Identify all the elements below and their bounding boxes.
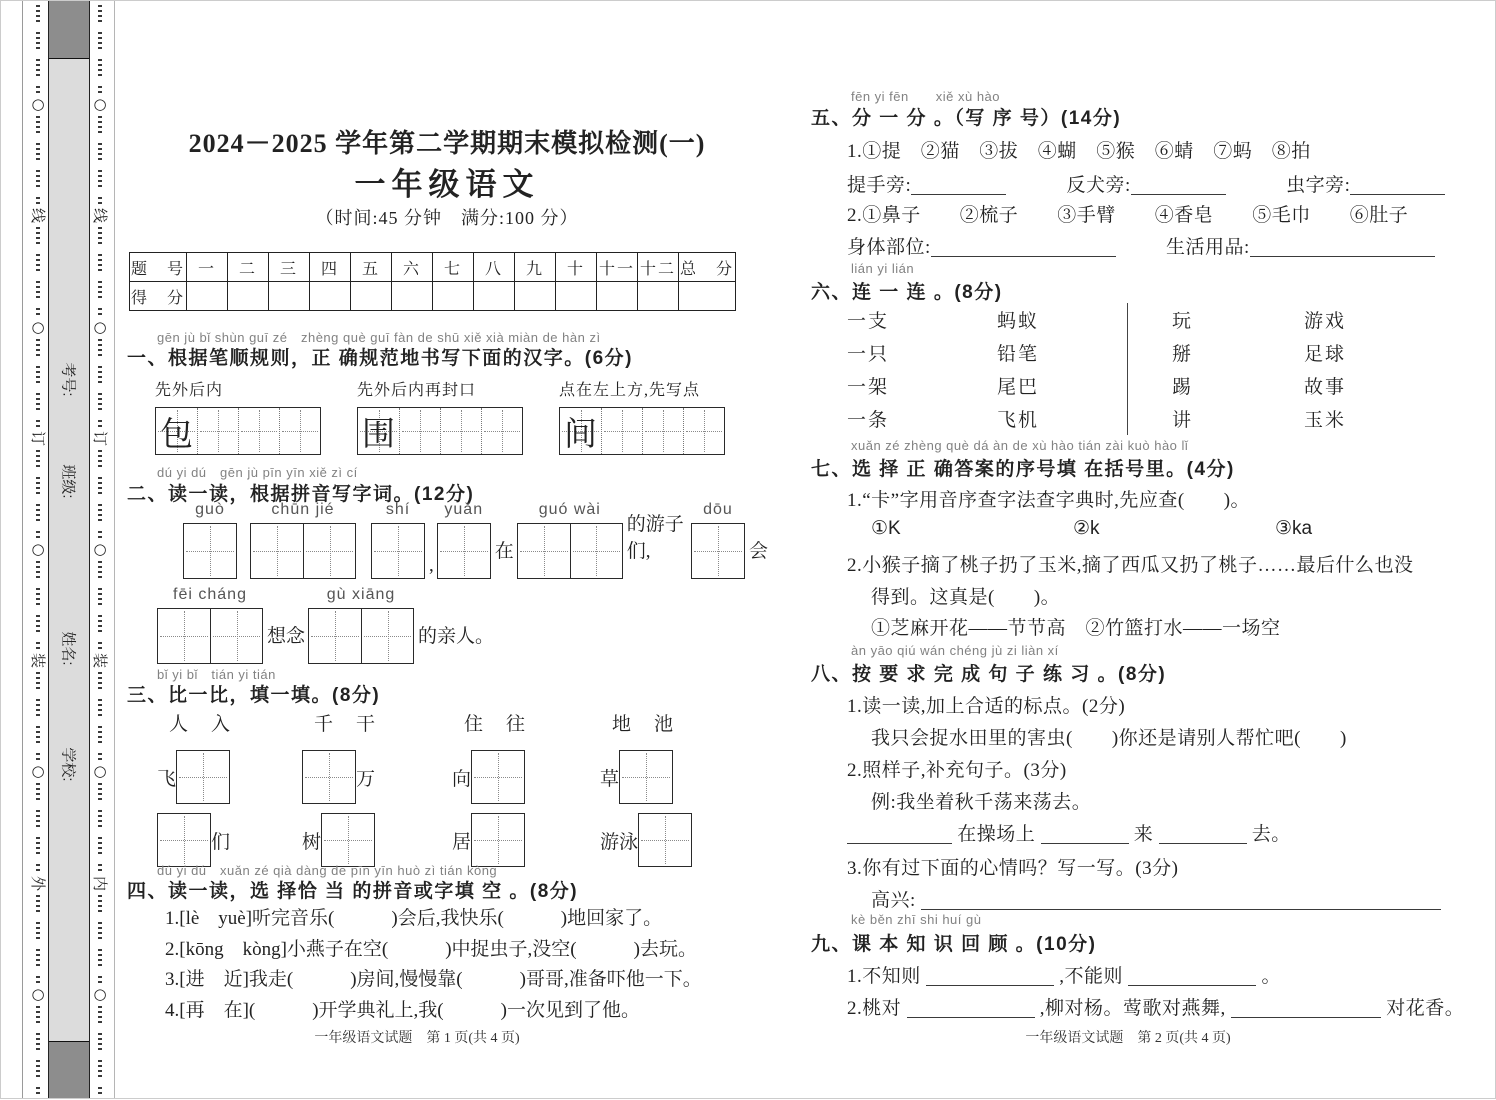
class-field: 班级: [59, 464, 77, 499]
match-right: 故事 [1304, 377, 1347, 398]
exam-meta: （时间:45 分钟 满分:100 分） [315, 208, 579, 228]
pinyin-grid-unit [517, 501, 623, 579]
q4-pinyin: dú yi dú xuǎn zé qià dàng de pīn yīn huò zì tián kòng [157, 863, 498, 878]
pinyin-grid-unit [250, 501, 356, 579]
match-right: 足球 [1304, 344, 1347, 365]
dotted-line [98, 227, 102, 315]
writing-grid [437, 523, 491, 579]
dotted-line [36, 561, 40, 649]
fill-text: 们 [211, 831, 231, 853]
grid-pinyin: chūn jié [271, 501, 335, 518]
score-cell [597, 282, 638, 311]
dotted-line [36, 116, 40, 204]
circle-mark-icon: ○ [31, 317, 45, 336]
dotted-line [98, 116, 102, 204]
q5-heading: 五、分 一 分 。（写 序 号）(14分) [811, 108, 1122, 129]
grid-cell [184, 524, 236, 578]
q6-matching [847, 303, 1346, 435]
blank-label: 提手旁: [847, 175, 912, 196]
circle-mark-icon: ○ [93, 540, 107, 559]
sentence-text: 想念 [267, 626, 306, 647]
grid-cell [642, 408, 683, 454]
answer-blank [911, 173, 1006, 195]
writing-grid [471, 750, 525, 804]
writing-grid [157, 608, 263, 664]
q1-heading: 一、根据笔顺规则，正 确规范地书写下面的汉字。(6分) [127, 348, 634, 369]
dotted-line [36, 895, 40, 983]
grid-pinyin: dōu [703, 501, 733, 518]
grid-cell [197, 408, 238, 454]
writing-grid [308, 608, 414, 664]
q8-fill-sentence [847, 819, 1291, 846]
circle-mark-icon: ○ [93, 317, 107, 336]
page-1-footer: 一年级语文试题 第 1 页(共 4 页) [314, 1031, 520, 1046]
dotted-line [98, 5, 102, 93]
score-cell [556, 282, 597, 311]
binding-char: 订 [91, 430, 109, 446]
stroke-rule-label: 先外后内 [155, 382, 224, 399]
q7-item-2-options: ①芝麻开花——节节高 ②竹篮打水——一场空 [871, 618, 1281, 639]
example-character: 围 [362, 416, 395, 453]
writing-grid [619, 750, 673, 804]
writing-grid [371, 523, 425, 579]
score-col: 十 [556, 253, 597, 282]
grid-cell [620, 751, 672, 803]
student-info-strip [48, 1, 90, 1098]
score-cell [474, 282, 515, 311]
matching-row [847, 402, 1127, 435]
q3-columns [157, 709, 702, 876]
pinyin-grid-unit [308, 586, 414, 664]
dotted-line [98, 895, 102, 983]
example-character: 间 [564, 416, 597, 453]
answer-blank [921, 888, 1441, 910]
answer-blank [1250, 235, 1435, 257]
binding-char: 装 [91, 653, 109, 669]
match-left: 掰 [1172, 344, 1194, 365]
sentence-text: 的游子们, [626, 514, 684, 562]
answer-blank [1231, 996, 1381, 1018]
matching-row [1172, 369, 1346, 402]
blank-label: 反犬旁: [1066, 175, 1131, 196]
score-col: 八 [474, 253, 515, 282]
dotted-line [98, 1006, 102, 1094]
strip-cap-bottom [49, 1041, 89, 1098]
fill-text: 居 [452, 831, 472, 853]
sentence-text: 会 [748, 541, 768, 562]
margin-edge-line [114, 1, 115, 1098]
score-col: 十二 [638, 253, 679, 282]
match-right: 游戏 [1304, 311, 1347, 332]
fill-text: 对花香。 [1386, 998, 1465, 1019]
fill-text: 2.桃对 [847, 998, 902, 1019]
sentence-text: , [429, 555, 434, 576]
match-left: 讲 [1172, 410, 1194, 431]
match-left: 一条 [847, 410, 890, 431]
score-col: 题 号 [130, 253, 187, 282]
q7-options [871, 517, 1477, 540]
q2-sentence-2 [157, 586, 497, 664]
circle-mark-icon: ○ [93, 984, 107, 1003]
q8-pinyin: àn yāo qiú wán chéng jù zi liàn xí [851, 643, 1059, 658]
answer-blank [1131, 173, 1226, 195]
fill-text: 游泳 [600, 831, 639, 853]
q8-sub-1-text: 我只会捉水田里的害虫( )你还是请别人帮忙吧( ) [871, 728, 1347, 749]
writing-grid [155, 407, 321, 455]
compare-column [452, 709, 590, 876]
grid-cell [210, 609, 262, 663]
page-1 [123, 1, 771, 1100]
writing-grid [517, 523, 623, 579]
school-field: 学校: [59, 747, 77, 782]
q8-heading: 八、按 要 求 完 成 句 子 练 习 。(8分) [811, 664, 1167, 685]
binding-char: 订 [29, 430, 47, 446]
writing-grid [559, 407, 725, 455]
pinyin-grid-unit [371, 501, 425, 579]
grid-cell [481, 408, 522, 454]
writing-grid [250, 523, 356, 579]
grid-cell [601, 408, 642, 454]
question-item: 1.[lè yuè]听完音乐( )会后,我快乐( )地回家了。 [165, 908, 663, 929]
score-col: 四 [310, 253, 351, 282]
score-row-label: 得 分 [130, 282, 187, 311]
grid-cell [361, 609, 413, 663]
fill-text: 1.不知则 [847, 966, 921, 987]
example-character: 包 [160, 416, 193, 453]
score-col: 一 [187, 253, 228, 282]
option: ①K [871, 518, 901, 539]
grid-cell [518, 524, 570, 578]
match-right: 尾巴 [997, 377, 1040, 398]
score-col: 六 [392, 253, 433, 282]
blank-label: 生活用品: [1166, 237, 1250, 258]
dotted-line [98, 450, 102, 538]
matching-row [847, 369, 1127, 402]
q2-pinyin: dú yi dú gēn jù pīn yīn xiě zì cí [157, 465, 358, 480]
fill-text: 草 [600, 768, 620, 790]
blank-label: 虫字旁: [1286, 175, 1351, 196]
pinyin-grid-unit [691, 501, 745, 579]
score-table-header-row [130, 253, 736, 282]
q2-sentence-1 [183, 501, 771, 579]
fill-text: 万 [356, 768, 376, 790]
fill-text: ,柳对杨。莺歌对燕舞, [1039, 998, 1226, 1019]
score-cell [187, 282, 228, 311]
binding-char: 线 [29, 208, 47, 224]
q9-heading: 九、课 本 知 识 回 顾 。(10分) [811, 934, 1097, 955]
grid-cell [560, 408, 601, 454]
fill-text: 。 [1261, 966, 1282, 987]
grid-cell [570, 524, 622, 578]
binding-char: 装 [29, 653, 47, 669]
match-right: 飞机 [997, 410, 1040, 431]
grid-cell [438, 524, 490, 578]
grid-cell [279, 408, 320, 454]
score-cell [638, 282, 679, 311]
stroke-rule-label: 先外后内再封口 [357, 382, 477, 399]
q4-items [165, 904, 702, 1026]
writing-grid [183, 523, 237, 579]
score-table [129, 252, 736, 311]
name-field: 姓名: [59, 631, 77, 666]
fill-text: 在操场上 [957, 824, 1036, 845]
circle-mark-icon: ○ [31, 762, 45, 781]
dotted-line [98, 783, 102, 871]
writing-grid [691, 523, 745, 579]
pinyin-grid-unit [437, 501, 491, 579]
dotted-line [98, 339, 102, 427]
stroke-rule-label: 点在左上方,先写点 [559, 382, 701, 399]
exam-number-field: 考号: [59, 362, 77, 397]
score-col: 九 [515, 253, 556, 282]
match-left: 玩 [1172, 311, 1194, 332]
writing-grid [157, 813, 211, 867]
blank-label: 身体部位: [847, 237, 931, 258]
character-pair: 住 往 [464, 714, 528, 735]
q7-heading: 七、选 择 正 确答案的序号填 在括号里。(4分) [811, 459, 1235, 480]
score-cell [351, 282, 392, 311]
grid-pinyin: fēi cháng [173, 586, 247, 603]
grid-cell [177, 751, 229, 803]
dotted-line [36, 672, 40, 760]
matching-row [1172, 303, 1346, 336]
q1-group [357, 377, 523, 459]
match-left: 一架 [847, 377, 890, 398]
score-cell [679, 282, 736, 311]
score-col: 五 [351, 253, 392, 282]
q1-group [155, 377, 321, 459]
writing-grid [471, 813, 525, 867]
grid-cell [251, 524, 303, 578]
grid-pinyin: yuǎn [444, 501, 484, 518]
match-left: 踢 [1172, 377, 1194, 398]
q8-sub-2-example: 例:我坐着秋千荡来荡去。 [871, 792, 1092, 813]
fill-text: ,不能则 [1059, 966, 1124, 987]
dotted-line [98, 561, 102, 649]
option: ②k [1073, 518, 1100, 539]
match-right: 蚂蚁 [997, 311, 1040, 332]
match-right: 玉米 [1304, 410, 1347, 431]
score-cell [433, 282, 474, 311]
q5-blanks-1 [847, 170, 1445, 197]
dotted-line [36, 5, 40, 93]
q9-pinyin: kè běn zhī shi huí gù [851, 912, 982, 927]
dotted-line [36, 783, 40, 871]
q8-sub-3: 3.你有过下面的心情吗？写一写。(3分) [847, 858, 1179, 879]
compare-column [302, 709, 442, 876]
fill-text: 树 [302, 831, 322, 853]
page-title: 2024－2025 学年第二学期期末模拟检测(一) [188, 129, 706, 158]
score-col: 二 [228, 253, 269, 282]
q7-pinyin: xuǎn zé zhèng què dá àn de xù hào tián zài kuò hào lǐ [851, 438, 1189, 453]
answer-blank [847, 822, 952, 844]
option: ③ka [1275, 518, 1313, 539]
score-cell [228, 282, 269, 311]
character-pair: 千 干 [314, 714, 378, 735]
grid-cell [639, 814, 691, 866]
q1-grids [155, 377, 725, 459]
matching-row [1172, 402, 1346, 435]
q5-blanks-2 [847, 232, 1435, 259]
writing-grid [321, 813, 375, 867]
grid-cell [303, 751, 355, 803]
dotted-line [98, 672, 102, 760]
grid-cell [472, 751, 524, 803]
binding-char: 外 [29, 875, 47, 891]
dotted-line [36, 1006, 40, 1094]
grid-cell [372, 524, 424, 578]
score-table-score-row [130, 282, 736, 311]
question-item: 4.[再 在]( )开学典礼上,我( )一次见到了他。 [165, 999, 640, 1021]
question-item: 2.[kōng kòng]小燕子在空( )中捉虫子,没空( )去玩。 [165, 938, 697, 960]
grid-cell [238, 408, 279, 454]
binding-line-outer [27, 1, 49, 1098]
answer-blank [1350, 173, 1445, 195]
matching-row [847, 336, 1127, 369]
q5-item-2: 2.①鼻子 ②梳子 ③手臂 ④香皂 ⑤毛巾 ⑥肚子 [847, 205, 1409, 226]
matching-row [1172, 336, 1346, 369]
exam-subtitle: 一年级语文 [354, 167, 540, 202]
q4-heading: 四、读一读，选 择恰 当 的拼音或字填 空 。(8分) [127, 881, 579, 902]
compare-column [600, 709, 692, 876]
pinyin-grid-unit [183, 501, 237, 579]
q7-item-1: 1.“卡”字用音序查字法查字典时,先应查( )。 [847, 490, 1251, 511]
binding-char: 内 [91, 875, 109, 891]
grid-pinyin: guó wài [538, 501, 601, 518]
q7-item-2-line-1: 2.小猴子摘了桃子扔了玉米,摘了西瓜又扔了桃子……最后什么也没 [847, 555, 1414, 576]
score-col: 十一 [597, 253, 638, 282]
q5-pinyin: fēn yi fēn xiě xù hào [851, 89, 1001, 104]
q8-sub-1: 1.读一读,加上合适的标点。(2分) [847, 696, 1126, 717]
grid-cell [156, 408, 197, 454]
q1-group [559, 377, 725, 459]
binding-char: 线 [91, 208, 109, 224]
match-right: 铅笔 [997, 344, 1040, 365]
grid-cell [440, 408, 481, 454]
answer-blank [931, 235, 1116, 257]
grid-pinyin: guò [195, 501, 225, 518]
binding-line-inner [89, 1, 111, 1098]
writing-grid [357, 407, 523, 455]
match-left: 一支 [847, 311, 890, 332]
grid-cell [158, 609, 210, 663]
q9-item-1 [847, 961, 1281, 988]
match-left: 一只 [847, 344, 890, 365]
dotted-line [36, 227, 40, 315]
grid-pinyin: shí [385, 501, 411, 518]
q3-pinyin: bǐ yi bǐ tián yi tián [157, 667, 276, 682]
score-cell [392, 282, 433, 311]
question-item: 3.[进 近]我走( )房间,慢慢靠( )哥哥,准备吓他一下。 [165, 969, 702, 990]
answer-blank [1041, 822, 1129, 844]
writing-grid [176, 750, 230, 804]
answer-blank [926, 964, 1054, 986]
writing-grid [302, 750, 356, 804]
circle-mark-icon: ○ [93, 762, 107, 781]
grid-cell [358, 408, 399, 454]
grid-cell [158, 814, 210, 866]
circle-mark-icon: ○ [31, 984, 45, 1003]
character-pair: 人 入 [169, 714, 233, 735]
matching-group-1 [847, 303, 1127, 435]
answer-blank [907, 996, 1035, 1018]
grid-cell [309, 609, 361, 663]
score-cell [310, 282, 351, 311]
q8-sub-2: 2.照样子,补充句子。(3分) [847, 760, 1067, 781]
fill-text: 飞 [157, 768, 177, 790]
page-2 [807, 1, 1479, 1100]
q3-heading: 三、比一比，填一填。(8分) [127, 685, 381, 706]
score-col: 三 [269, 253, 310, 282]
q6-heading: 六、连 一 连 。(8分) [811, 282, 1003, 303]
answer-blank [1159, 822, 1247, 844]
q7-item-2-line-2: 得到。这真是( )。 [871, 587, 1061, 608]
fill-text: 向 [452, 768, 472, 790]
score-col: 总 分 [679, 253, 736, 282]
grid-cell [472, 814, 524, 866]
circle-mark-icon: ○ [31, 540, 45, 559]
score-cell [515, 282, 556, 311]
matching-row [847, 303, 1127, 336]
q9-item-2 [847, 993, 1464, 1020]
q5-item-1: 1.①提 ②猫 ③拔 ④蝴 ⑤猴 ⑥蜻 ⑦蚂 ⑧拍 [847, 141, 1311, 162]
page-edge-line [22, 1, 23, 1098]
q1-pinyin: gēn jù bǐ shùn guī zé zhèng què guī fàn de shū xiě xià miàn de hàn zì [157, 330, 601, 345]
pinyin-grid-unit [157, 586, 263, 664]
circle-mark-icon: ○ [31, 95, 45, 114]
circle-mark-icon: ○ [93, 95, 107, 114]
q8-sub-3-answer [871, 885, 1441, 912]
answer-blank [1128, 964, 1256, 986]
strip-cap-top [49, 1, 89, 59]
dotted-line [36, 450, 40, 538]
sentence-text: 在 [494, 541, 514, 562]
score-cell [269, 282, 310, 311]
q2-heading: 二、读一读，根据拼音写字词。(12分) [127, 484, 475, 505]
matching-group-2 [1127, 303, 1346, 435]
grid-cell [399, 408, 440, 454]
grid-pinyin: gù xiāng [326, 586, 396, 603]
sentence-text: 的亲人。 [418, 626, 495, 647]
page-2-footer: 一年级语文试题 第 2 页(共 4 页) [1025, 1031, 1231, 1046]
fill-text: 来 [1133, 824, 1154, 845]
grid-cell [683, 408, 724, 454]
writing-grid [638, 813, 692, 867]
q6-pinyin: lián yi lián [851, 261, 915, 276]
fill-text: 去。 [1251, 824, 1291, 845]
compare-column [157, 709, 292, 876]
character-pair: 地 池 [612, 714, 676, 735]
grid-cell [322, 814, 374, 866]
dotted-line [36, 339, 40, 427]
emotion-label: 高兴: [871, 890, 916, 911]
score-col: 七 [433, 253, 474, 282]
grid-cell [303, 524, 355, 578]
grid-cell [692, 524, 744, 578]
